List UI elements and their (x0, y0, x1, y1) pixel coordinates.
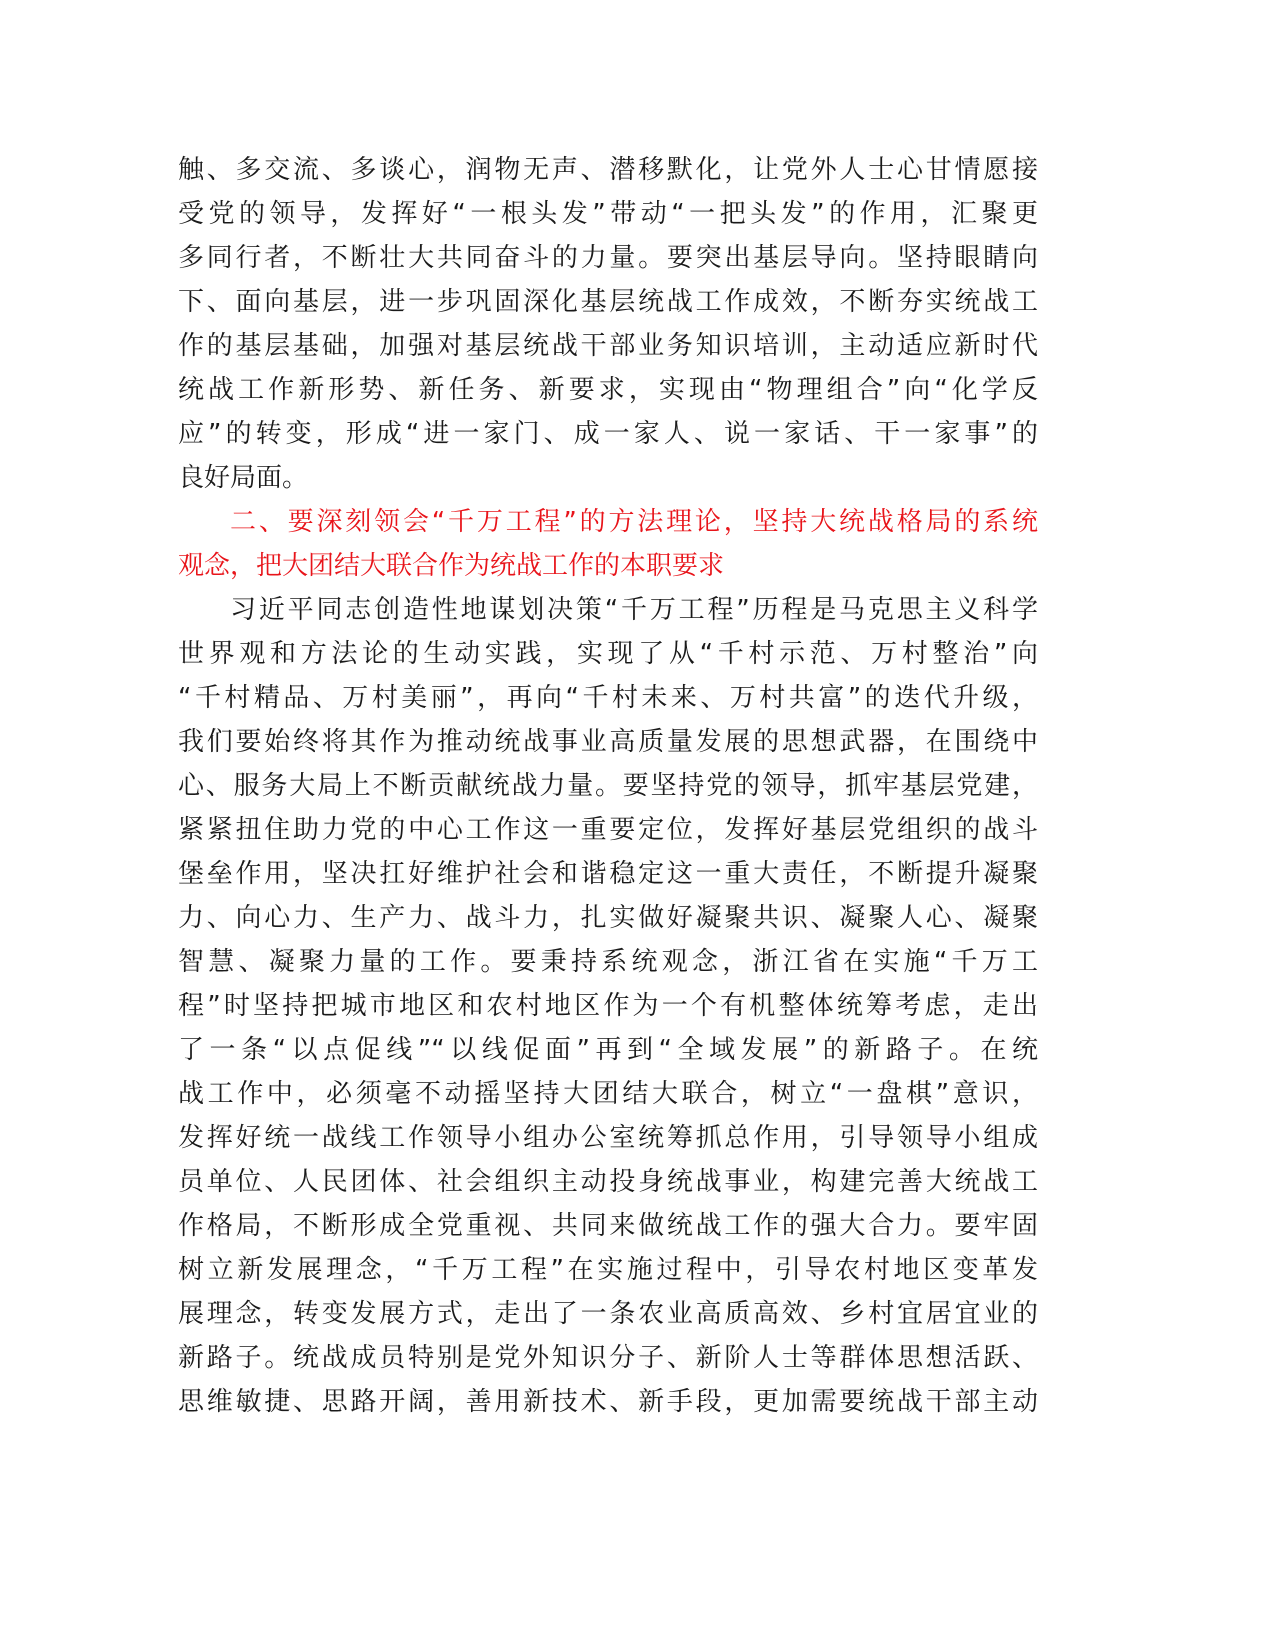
text-line: 世界观和方法论的生动实践，实现了从“千村示范、万村整治”向 (178, 639, 1038, 669)
text-line: 了一条“以点促线”“以线促面”再到“全域发展”的新路子。在统 (178, 1035, 1038, 1065)
text-line: “千村精品、万村美丽”，再向“千村未来、万村共富”的迭代升级， (178, 683, 1038, 713)
text-line: 力、向心力、生产力、战斗力，扎实做好凝聚共识、凝聚人心、凝聚 (178, 903, 1038, 933)
paragraph-continued (178, 148, 1038, 500)
text-line: 习近平同志创造性地谋划决策“千万工程”历程是马克思主义科学 (230, 595, 1038, 625)
text-line: 展理念，转变发展方式，走出了一条农业高质高效、乡村宜居宜业的 (178, 1299, 1038, 1329)
heading-line: 二、要深刻领会“千万工程”的方法理论，坚持大统战格局的系统 (230, 507, 1038, 537)
text-line: 智慧、凝聚力量的工作。要秉持系统观念，浙江省在实施“千万工 (178, 947, 1038, 977)
text-line: 树立新发展理念，“千万工程”在实施过程中，引导农村地区变革发 (178, 1255, 1038, 1285)
section-heading (178, 500, 1038, 588)
text-line: 下、面向基层，进一步巩固深化基层统战工作成效，不断夯实统战工 (178, 287, 1038, 317)
text-line: 程”时坚持把城市地区和农村地区作为一个有机整体统筹考虑，走出 (178, 991, 1038, 1021)
text-line: 紧紧扭住助力党的中心工作这一重要定位，发挥好基层党组织的战斗 (178, 815, 1038, 845)
text-line: 发挥好统一战线工作领导小组办公室统筹抓总作用，引导领导小组成 (178, 1123, 1038, 1153)
text-line: 战工作中，必须毫不动摇坚持大团结大联合，树立“一盘棋”意识， (178, 1079, 1038, 1109)
text-line: 应”的转变，形成“进一家门、成一家人、说一家话、干一家事”的 (178, 419, 1038, 449)
text-line: 心、服务大局上不断贡献统战力量。要坚持党的领导，抓牢基层党建， (178, 771, 1038, 801)
heading-line: 观念，把大团结大联合作为统战工作的本职要求 (178, 551, 725, 581)
text-line: 作格局，不断形成全党重视、共同来做统战工作的强大合力。要牢固 (178, 1211, 1038, 1241)
text-line: 员单位、人民团体、社会组织主动投身统战事业，构建完善大统战工 (178, 1167, 1038, 1197)
text-line: 良好局面。 (178, 463, 309, 493)
text-line: 触、多交流、多谈心，润物无声、潜移默化，让党外人士心甘情愿接 (178, 155, 1038, 185)
text-line: 统战工作新形势、新任务、新要求，实现由“物理组合”向“化学反 (178, 375, 1038, 405)
text-line: 我们要始终将其作为推动统战事业高质量发展的思想武器，在围绕中 (178, 727, 1038, 757)
text-line: 作的基层基础，加强对基层统战干部业务知识培训，主动适应新时代 (178, 331, 1038, 361)
text-line: 受党的领导，发挥好“一根头发”带动“一把头发”的作用，汇聚更 (178, 199, 1038, 229)
text-line: 堡垒作用，坚决扛好维护社会和谐稳定这一重大责任，不断提升凝聚 (178, 859, 1038, 889)
text-line: 思维敏捷、思路开阔，善用新技术、新手段，更加需要统战干部主动 (178, 1387, 1038, 1417)
document-page (178, 148, 1038, 1424)
text-line: 新路子。统战成员特别是党外知识分子、新阶人士等群体思想活跃、 (178, 1343, 1038, 1373)
text-line: 多同行者，不断壮大共同奋斗的力量。要突出基层导向。坚持眼睛向 (178, 243, 1038, 273)
paragraph-main (178, 588, 1038, 1424)
